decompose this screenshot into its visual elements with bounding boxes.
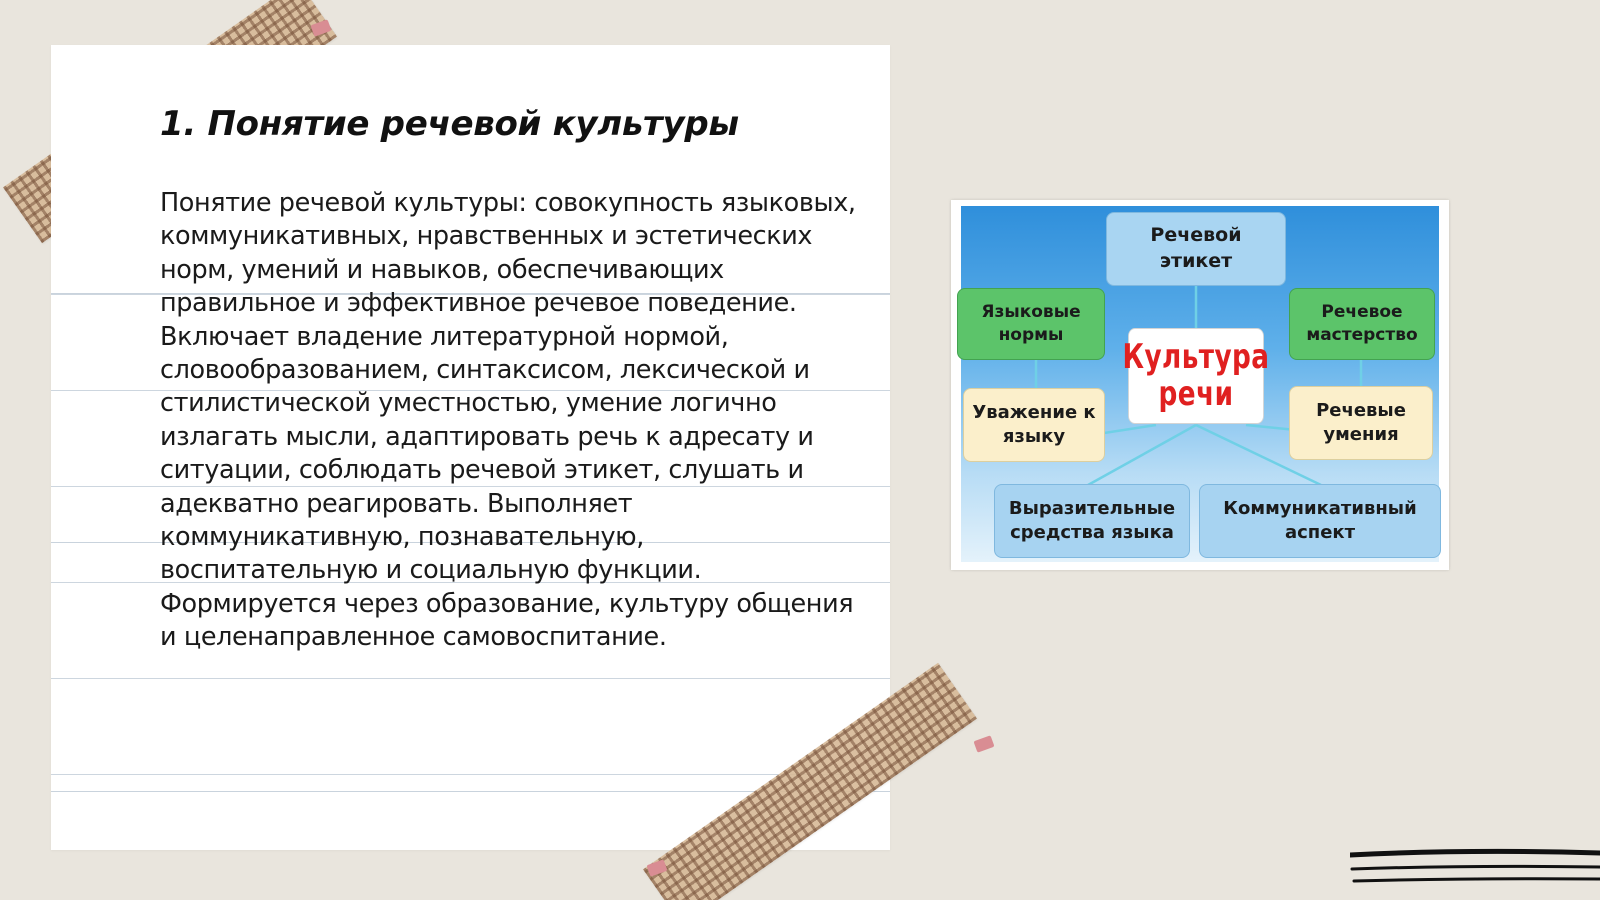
- node-communicative-aspect: Коммуникативный аспект: [1199, 484, 1441, 558]
- decorative-tape-bottom-tip-right: [973, 735, 994, 752]
- node-speech-skills: Речевые умения: [1289, 386, 1433, 460]
- node-speech-culture-center: Культура речи: [1128, 328, 1264, 424]
- speech-culture-diagram: [951, 200, 1449, 570]
- paper-rule-line: [51, 774, 890, 775]
- node-respect-for-language: Уважение к языку: [963, 388, 1105, 462]
- node-speech-mastery: Речевое мастерство: [1289, 288, 1435, 360]
- node-speech-etiquette: Речевой этикет: [1106, 212, 1286, 286]
- slide-body-text: Понятие речевой культуры: совокупность языковых, коммуникативных, нравственных и эстетических норм, умений и навыков, обеспечивающих правильное и эффективное речевое поведение. Включает владение литературной нормой, словообразованием, синтаксисом, лексической и стилистической уместностью, умение логично излагать мысли, адаптировать речь к адресату и ситуации, соблюдать речевой этикет, слушать и адекватно реагировать. Выполняет коммуникативную, познавательную, воспитательную и социальную функции. Формируется через образование, культуру общения и целенаправленное самовоспитание.: [160, 188, 856, 653]
- decorative-brush-strokes: [1350, 845, 1600, 890]
- slide-title: 1. Понятие речевой культуры: [160, 104, 739, 144]
- node-language-norms: Языковые нормы: [957, 288, 1105, 360]
- paper-rule-line: [51, 678, 890, 679]
- node-expressive-means: Выразительные средства языка: [994, 484, 1190, 558]
